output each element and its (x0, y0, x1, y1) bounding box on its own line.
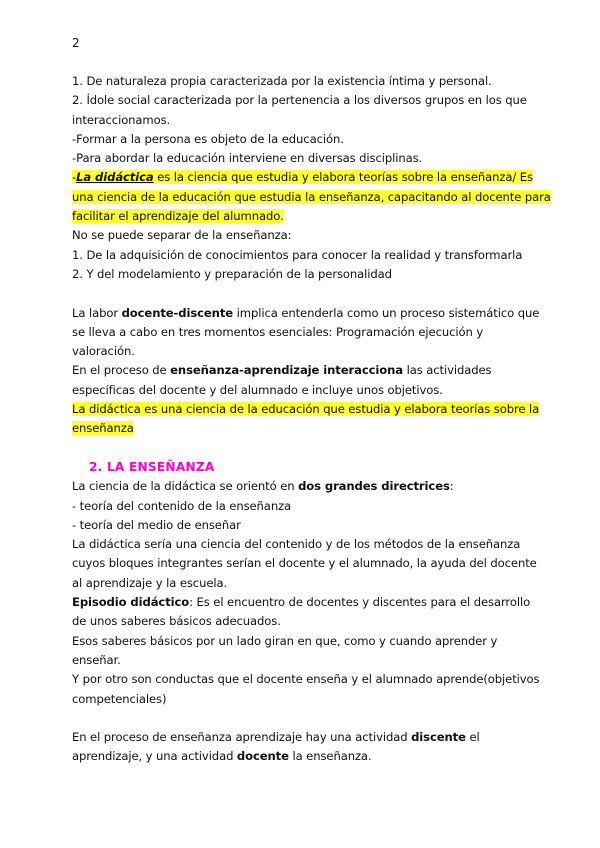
text-run: La labor (72, 305, 122, 320)
text-run: aprendizaje, y una actividad (72, 749, 237, 764)
paragraph-line: Esos saberes básicos por un lado giran en que, como y cuando aprender y (72, 633, 498, 648)
bold-term: dos grandes directrices (298, 479, 450, 494)
bold-term: Episodio didáctico (72, 595, 190, 610)
blank-line (72, 709, 534, 728)
paragraph-line: cuyos bloques integrantes serían el docente y el alumnado, la ayuda del docente (72, 556, 537, 571)
highlighted-line (72, 188, 551, 207)
text-run: el (465, 730, 480, 745)
highlighted-line (72, 419, 534, 438)
bold-term: docente (236, 749, 289, 764)
highlighted-line (72, 168, 534, 187)
paragraph-line (72, 593, 534, 612)
paragraph-line: se lleva a cabo en tres momentos esenciales: Programación ejecución y (72, 324, 484, 339)
highlight-dash: - (72, 170, 77, 185)
text-run: En el proceso de (72, 363, 171, 378)
paragraph-line (72, 361, 534, 380)
highlight-text: una ciencia de la educación que estudia la enseñanza, capacitando al docente para (72, 189, 551, 204)
paragraph-line: enseñar. (72, 652, 121, 667)
paragraph-line: La didáctica sería una ciencia del contenido y de los métodos de la enseñanza (72, 537, 521, 552)
blank-line (72, 439, 534, 458)
section-heading: 2. LA ENSEÑANZA (89, 459, 215, 474)
text-run: : (449, 479, 454, 494)
paragraph-line (72, 747, 534, 766)
paragraph-line: No se puede separar de la enseñanza: (72, 228, 292, 243)
paragraph-line: de unos saberes básicos adecuados. (72, 614, 281, 629)
paragraph-line (72, 728, 534, 747)
paragraph-line: -Para abordar la educación interviene en diversas disciplinas. (72, 151, 423, 166)
highlight-text: enseñanza (72, 421, 134, 436)
paragraph-line (72, 304, 540, 323)
paragraph-line: 2. Y del modelamiento y preparación de la personalidad (72, 266, 392, 281)
text-run: las actividades (402, 363, 492, 378)
paragraph-line: Y por otro son conductas que el docente enseña y el alumnado aprende(objetivos (72, 672, 540, 687)
text-run: implica entenderla como un proceso sistemático que (233, 305, 540, 320)
paragraph-line: 1. De la adquisición de conocimientos para conocer la realidad y transformarla (72, 247, 523, 262)
text-run: La ciencia de la didáctica se orientó en (72, 479, 299, 494)
paragraph-line: -Formar a la persona es objeto de la educación. (72, 131, 344, 146)
highlight-text: es la ciencia que estudia y elabora teorías sobre la enseñanza/ Es (153, 170, 533, 185)
paragraph-line: al aprendizaje y la escuela. (72, 575, 228, 590)
bold-term: docente-discente (121, 305, 234, 320)
text-run: la enseñanza. (288, 749, 372, 764)
paragraph-line: 2. Ídole social caracterizada por la pertenencia a los diversos grupos en los que (72, 93, 527, 108)
list-item: - teoría del medio de enseñar (72, 517, 241, 532)
bold-term: discente (411, 730, 466, 745)
highlight-text: facilitar el aprendizaje del alumnado. (72, 209, 284, 224)
paragraph-line: valoración. (72, 344, 135, 359)
paragraph-line (72, 477, 534, 496)
paragraph-line: 1. De naturaleza propia caracterizada por la existencia íntima y personal. (72, 74, 492, 88)
text-run: : Es el encuentro de docentes y discentes para el desarrollo (189, 595, 531, 610)
paragraph-line: específicas del docente y del alumnado e incluye unos objetivos. (72, 382, 443, 397)
text-run: En el proceso de enseñanza aprendizaje hay una actividad (72, 730, 412, 745)
blank-line (72, 284, 534, 303)
paragraph-line: competenciales) (72, 691, 167, 706)
highlighted-line (72, 207, 534, 226)
list-item: - teoría del contenido de la enseñanza (72, 498, 292, 513)
page-number: 2 (72, 36, 80, 50)
term-la-didactica: La didáctica (76, 170, 154, 185)
document-body (72, 72, 551, 767)
paragraph-line: interaccionamos. (72, 112, 171, 127)
bold-term: enseñanza-aprendizaje interacciona (170, 363, 403, 378)
highlighted-line (72, 400, 540, 419)
highlight-text: La didáctica es una ciencia de la educación que estudia y elabora teorías sobre la (72, 402, 540, 417)
